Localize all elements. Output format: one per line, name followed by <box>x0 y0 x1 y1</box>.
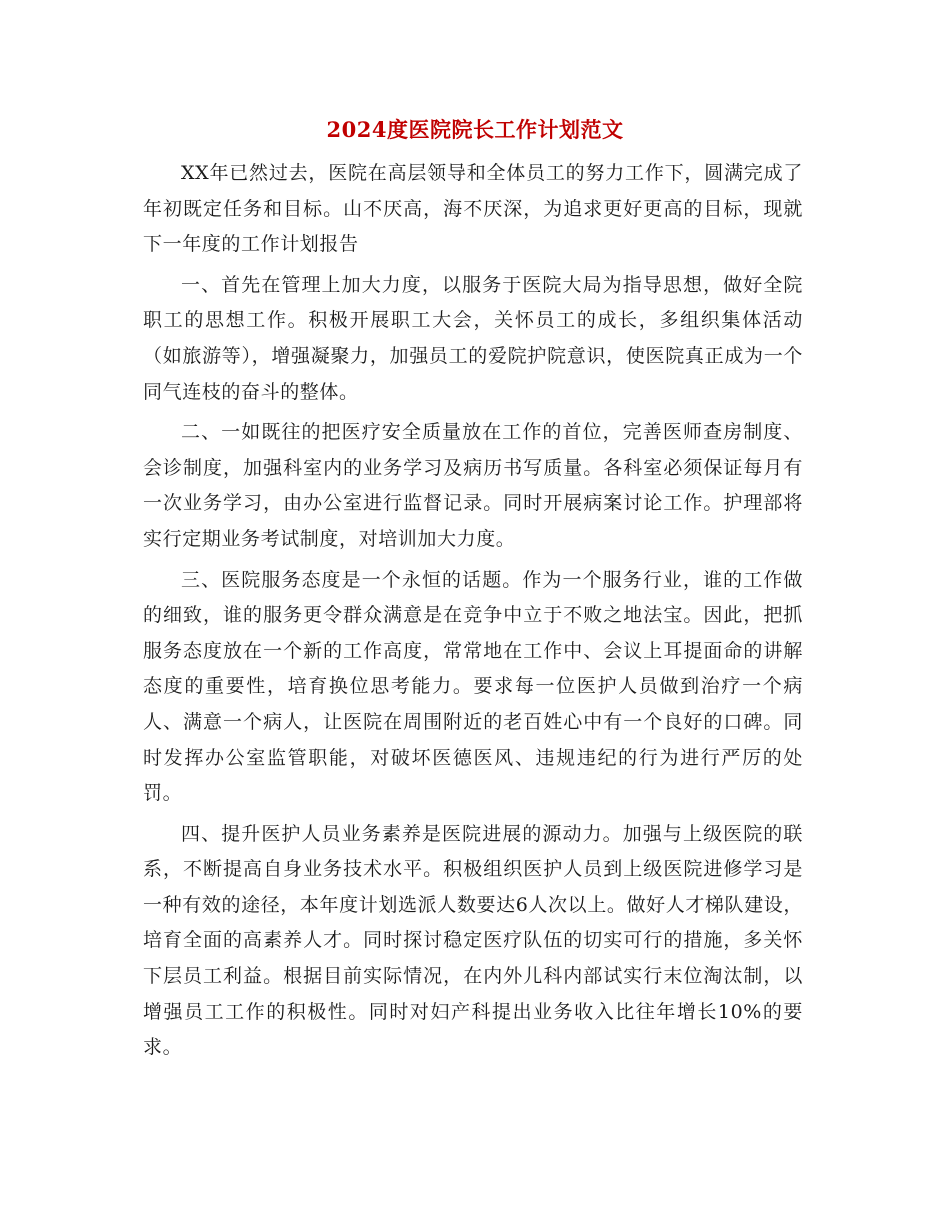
paragraph-intro: XX年已然过去，医院在高层领导和全体员工的努力工作下，圆满完成了年初既定任务和目标。山不厌高，海不厌深，为追求更好更高的目标，现就下一年度的工作计划报告 <box>143 162 803 256</box>
paragraph-medical-safety: 二、一如既往的把医疗安全质量放在工作的首位，完善医师查房制度、会诊制度，加强科室内的业务学习及病历书写质量。各科室必须保证每月有一次业务学习，由办公室进行监督记录。同时开展病案讨论工作。护理部将实行定期业务考试制度，对培训加大力度。 <box>143 421 803 550</box>
paragraph-staff-quality: 四、提升医护人员业务素养是医院进展的源动力。加强与上级医院的联系，不断提高自身业务技术水平。积极组织医护人员到上级医院进修学习是一种有效的途径，本年度计划选派人数要达6人次以上。做好人才梯队建设，培育全面的高素养人才。同时探讨稳定医疗队伍的切实可行的措施，多关怀下层员工利益。根据目前实际情况，在内外儿科内部试实行末位淘汰制，以增强员工工作的积极性。同时对妇产科提出业务收入比往年增长10%的要求。 <box>143 822 803 1059</box>
paragraph-management: 一、首先在管理上加大力度，以服务于医院大局为指导思想，做好全院职工的思想工作。积极开展职工大会，关怀员工的成长，多组织集体活动（如旅游等），增强凝聚力，加强员工的爱院护院意识，使医院真正成为一个同气连枝的奋斗的整体。 <box>143 273 803 403</box>
document-title: 2024度医院院长工作计划范文 <box>326 117 624 142</box>
paragraph-service-attitude: 三、医院服务态度是一个永恒的话题。作为一个服务行业，谁的工作做的细致，谁的服务更令群众满意是在竞争中立于不败之地法宝。因此，把抓服务态度放在一个新的工作高度，常常地在工作中、会议上耳提面命的讲解态度的重要性，培育换位思考能力。要求每一位医护人员做到治疗一个病人、满意一个病人，让医院在周围附近的老百姓心中有一个良好的口碑。同时发挥办公室监管职能，对破坏医德医风、违规违纪的行为进行严厉的处罚。 <box>143 568 803 805</box>
document-body <box>143 156 803 1066</box>
